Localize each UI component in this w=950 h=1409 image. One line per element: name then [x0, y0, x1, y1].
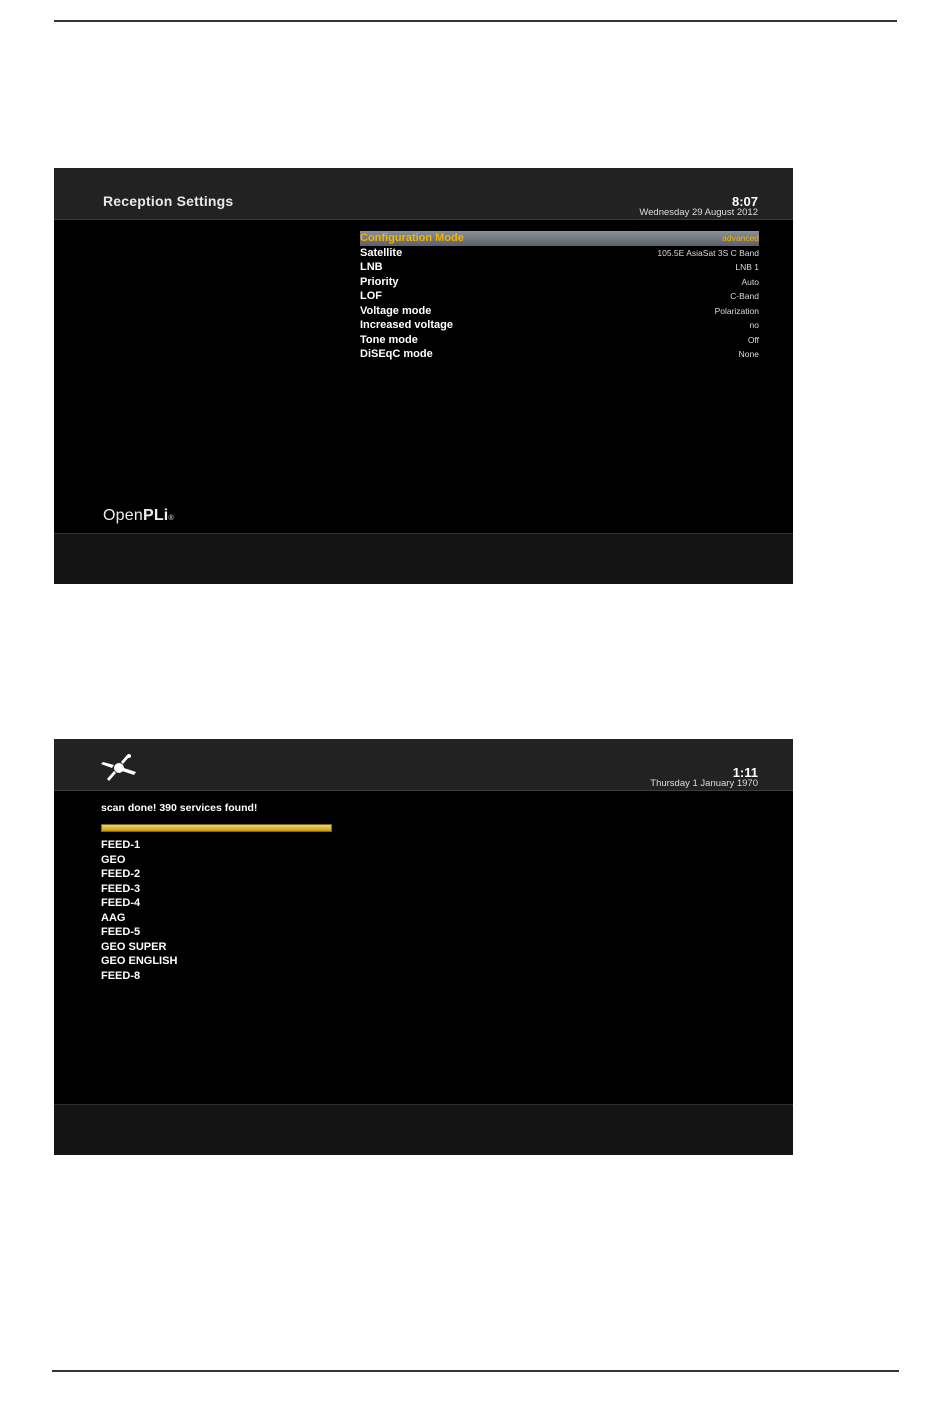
screen-footer [54, 533, 793, 584]
setting-label: Tone mode [360, 333, 418, 346]
setting-label: Configuration Mode [360, 232, 464, 244]
clock-date: Thursday 1 January 1970 [650, 778, 758, 789]
openpli-logo [103, 507, 174, 525]
scan-status-text: scan done! 390 services found! [101, 802, 258, 814]
setting-value: LNB 1 [735, 262, 759, 272]
setting-label: Increased voltage [360, 319, 453, 331]
setting-label: Voltage mode [360, 304, 432, 317]
setting-value: advanced [722, 233, 759, 243]
service-item[interactable]: FEED-8 [101, 969, 141, 982]
service-item[interactable]: FEED-4 [101, 897, 141, 909]
setting-row-diseqc-mode[interactable] [360, 347, 759, 362]
setting-label: Priority [360, 275, 399, 288]
service-item[interactable]: GEO ENGLISH [101, 955, 178, 967]
setting-label: LOF [360, 290, 382, 302]
setting-label: LNB [360, 261, 383, 273]
service-item[interactable]: FEED-5 [101, 926, 141, 938]
logo-text-bold: PLi [142, 507, 169, 524]
service-scan-screen [54, 739, 793, 1155]
setting-value: Off [747, 334, 759, 345]
service-item[interactable]: GEO [101, 853, 126, 866]
page-bottom-rule [52, 1370, 899, 1372]
setting-value: Auto [741, 276, 759, 287]
service-item[interactable]: AAG [101, 911, 126, 924]
setting-value: 105.5E AsiaSat 3S C Band [657, 247, 759, 258]
service-item[interactable]: FEED-2 [101, 868, 141, 880]
scan-progress-bar [101, 824, 332, 832]
setting-row-configuration-mode[interactable] [360, 231, 759, 246]
settings-list [360, 231, 759, 362]
service-item[interactable]: GEO SUPER [101, 940, 167, 953]
setting-label: Satellite [360, 246, 403, 259]
setting-row-voltage-mode[interactable] [360, 304, 759, 319]
setting-label: DiSEqC mode [360, 348, 433, 360]
setting-row-tone-mode[interactable] [360, 333, 759, 348]
setting-row-increased-voltage[interactable] [360, 318, 759, 333]
logo-registered-mark: ® [168, 515, 174, 522]
screen-title: Reception Settings [103, 193, 234, 209]
service-list [101, 838, 177, 983]
setting-value: no [749, 320, 759, 330]
setting-row-lnb[interactable] [360, 260, 759, 275]
clock-time: 1:11 [732, 765, 758, 780]
reception-settings-screen [54, 168, 793, 584]
screen-header [54, 168, 793, 220]
scan-progress-fill [102, 825, 331, 831]
setting-value: C-Band [730, 291, 759, 301]
satellite-icon [100, 753, 138, 783]
logo-text-light: Open [103, 507, 143, 524]
setting-row-lof[interactable] [360, 289, 759, 304]
setting-value: Polarization [714, 305, 759, 316]
setting-row-priority[interactable] [360, 275, 759, 290]
service-item[interactable]: FEED-3 [101, 882, 141, 895]
setting-row-satellite[interactable] [360, 246, 759, 261]
screen-footer [54, 1104, 793, 1155]
service-item[interactable]: FEED-1 [101, 839, 141, 851]
clock-date: Wednesday 29 August 2012 [639, 207, 758, 218]
screen-header [54, 739, 793, 791]
setting-value: None [738, 349, 759, 359]
clock-time: 8:07 [731, 194, 758, 209]
page-top-rule [54, 20, 897, 22]
